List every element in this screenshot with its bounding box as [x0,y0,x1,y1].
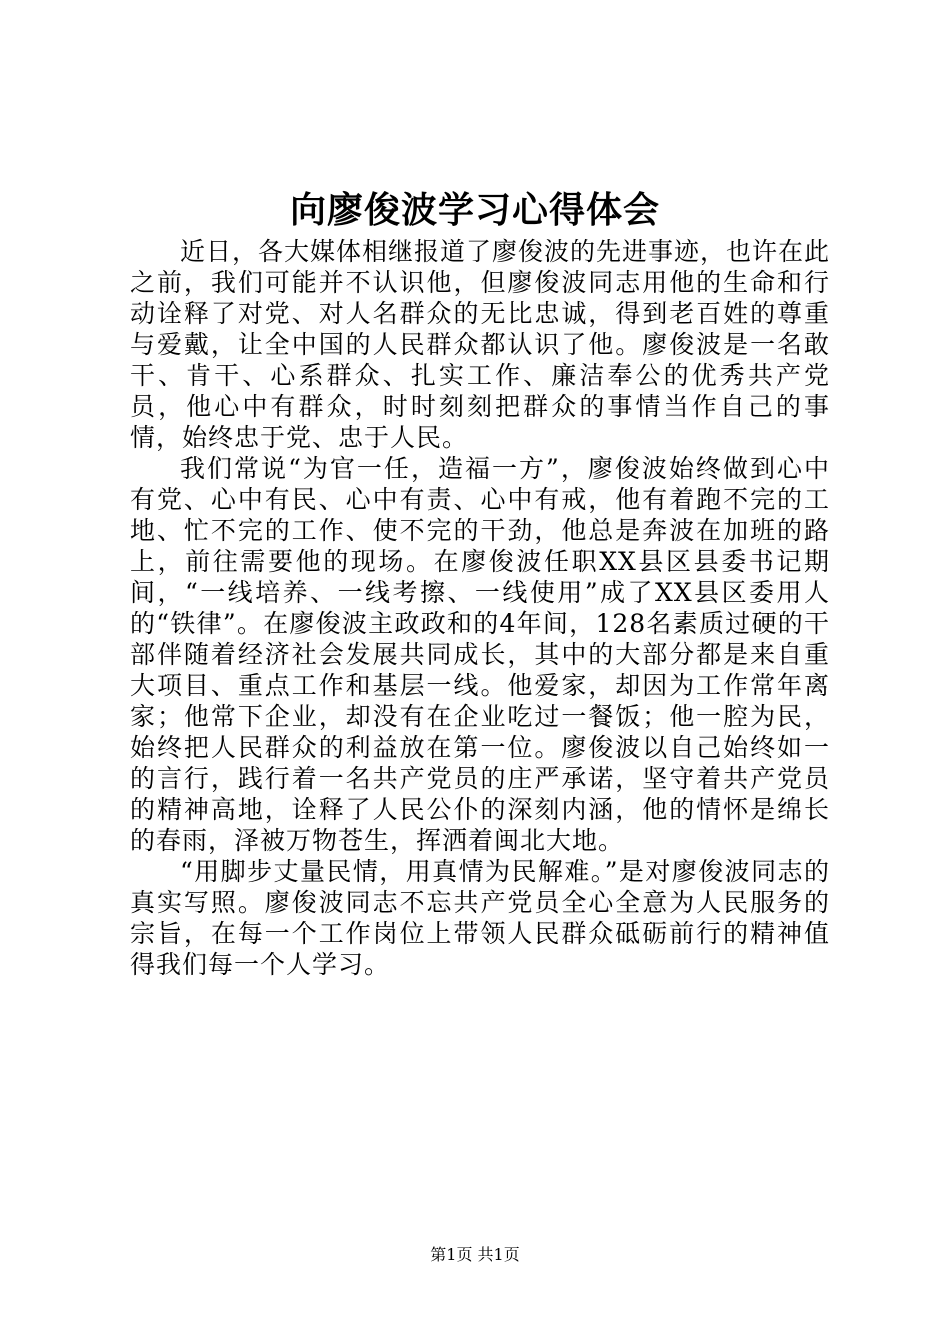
paragraph-2: 我们常说“为官一任，造福一方”，廖俊波始终做到心中有党、心中有民、心中有责、心中有戒，他有着跑不完的工地、忙不完的工作、使不完的干劲，他总是奔波在加班的路上，前往需要他的现场。在廖俊波任职XX县区县委书记期间，“一线培养、一线考擦、一线使用”成了XX县区委用人的“铁律”。在廖俊波主政政和的4年间，128名素质过硬的干部伴随着经济社会发展共同成长，其中的大部分都是来自重大项目、重点工作和基层一线。他爱家，却因为工作常年离家；他常下企业，却没有在企业吃过一餐饭；他一腔为民，始终把人民群众的利益放在第一位。廖俊波以自己始终如一的言行，践行着一名共产党员的庄严承诺，坚守着共产党员的精神高地，诠释了人民公仆的深刻内涵，他的情怀是绵长的春雨，泽被万物苍生，挥洒着闽北大地。 [130,454,830,855]
paragraph-3: “用脚步丈量民情，用真情为民解难。”是对廖俊波同志的真实写照。廖俊波同志不忘共产党员全心全意为人民服务的宗旨，在每一个工作岗位上带领人民群众砥砺前行的精神值得我们每一个人学习。 [130,857,830,979]
page-number-footer: 第1页 共1页 [430,1245,520,1264]
paragraph-1: 近日，各大媒体相继报道了廖俊波的先进事迹，也许在此之前，我们可能并不认识他，但廖俊波同志用他的生命和行动诠释了对党、对人名群众的无比忠诚，得到老百姓的尊重与爱戴，让全中国的人民群众都认识了他。廖俊波是一名敢干、肯干、心系群众、扎实工作、廉洁奉公的优秀共产党员，他心中有群众，时时刻刻把群众的事情当作自己的事情，始终忠于党、忠于人民。 [130,237,831,452]
document-title: 向廖俊波学习心得体会 [289,189,660,231]
document-body [130,236,830,980]
